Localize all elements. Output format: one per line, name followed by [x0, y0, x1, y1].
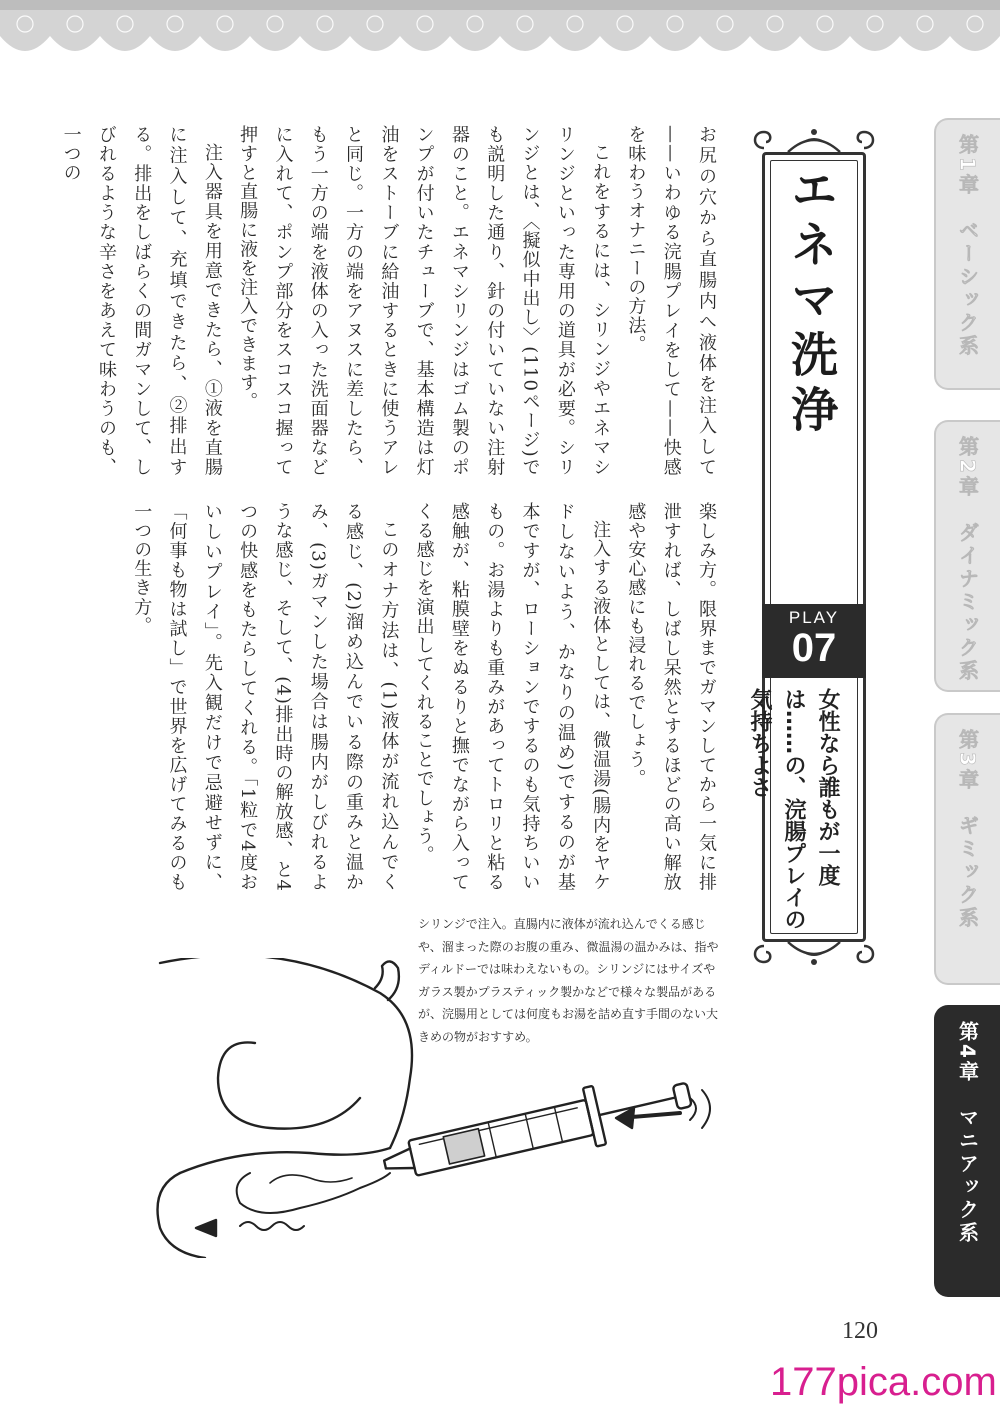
- illustration-caption: シリンジで注入。直腸内に液体が流れ込んでくる感じや、溜まった際のお腹の重み、微温湯の温かみは、指やディルドーでは味わえないもの。シリンジにはサイズやガラス製かプラスティック製かなどで様々な製品があるが、浣腸用としては何度もお湯を詰め直す手間のない大きめの物がおすすめ。: [418, 917, 719, 1044]
- lace-border: [0, 0, 1000, 66]
- play-number: 07: [791, 626, 837, 670]
- syringe-illustration: [120, 958, 720, 1258]
- body-text-upper: [60, 125, 724, 477]
- frame-ornament-top: [748, 118, 880, 158]
- subtitle: [747, 688, 844, 938]
- tab-chapter-4-label: 第4章 マニアック系: [955, 1021, 980, 1245]
- body-text-lower: [112, 502, 724, 892]
- paragraph: 楽しみ方。限界までガマンしてから一気に排泄すれば、しばし呆然とするほどの高い解放感や安心感にも浸れるでしょう。: [625, 502, 717, 892]
- page-number: 120: [842, 1318, 878, 1344]
- watermark: 177pica.com: [770, 1360, 997, 1404]
- tab-chapter-3[interactable]: [934, 713, 1000, 985]
- tab-chapter-1-label: 第1章 ベーシック系: [955, 134, 980, 358]
- subtitle-text: 女性なら誰もが一度は……の、浣腸プレイの気持ちよさ: [747, 688, 840, 930]
- paragraph: お尻の穴から直腸内へ液体を注入して——いわゆる浣腸プレイをして——快感を味わうオナニーの方法。: [625, 125, 717, 477]
- paragraph: これをするには、シリンジやエネマシリンジといった専用の道具が必要。シリンジとは、〈擬似中出し〉(110ページ)でも説明した通り、針の付いていない注射器のこと。エネマシリンジはゴム製のポンプが付いたチューブで、基本構造は灯油をストーブに給油するときに使うアレと同じ。一方の端をアヌスに差したら、もう一方の端を液体の入った洗面器などに入れて、ポンプ部分をスコスコ握って押すと直腸に液を注入できます。: [237, 125, 612, 477]
- tab-chapter-2-label: 第2章 ダイナミック系: [955, 436, 980, 683]
- tab-chapter-3-label: 第3章 ギミック系: [955, 729, 980, 930]
- paragraph: このオナ方法は、(1)液体が流れ込んでくる感じ、(2)溜め込んでいる際の重みと温かみ、(3)ガマンした場合は腸内がしびれるような感じ、そして、(4)排出時の解放感、と4つの快感をもたらしてくれる。「1粒で4度おいしいプレイ」。先入観だけで忌避せずに、「何事も物は試し」で世界を広げてみるのも一つの生き方。: [131, 502, 400, 892]
- play-label: PLAY: [788, 608, 840, 627]
- paragraph: 注入する液体としては、微温湯(腸内をヤケドしないよう、かなりの温め)でするのが基本ですが、ローションでするのも気持ちいいもの。お湯よりも重みがあってトロリと粘る感触が、粘膜壁をぬるりと撫でながら入ってくる感じを演出してくれることでしょう。: [413, 502, 612, 892]
- tab-chapter-2[interactable]: [934, 420, 1000, 692]
- tab-chapter-1[interactable]: [934, 118, 1000, 390]
- paragraph: 注入器具を用意できたら、①液を直腸に注入して、充填できたら、②排出する。排出をしばらくの間ガマンして、しびれるような辛さをあえて味わうのも、一つの: [60, 125, 223, 477]
- frame-ornament-bottom: [748, 936, 880, 976]
- play-badge: [762, 604, 866, 678]
- page-title: エネマ洗浄: [783, 165, 838, 440]
- tab-chapter-4[interactable]: [934, 1005, 1000, 1297]
